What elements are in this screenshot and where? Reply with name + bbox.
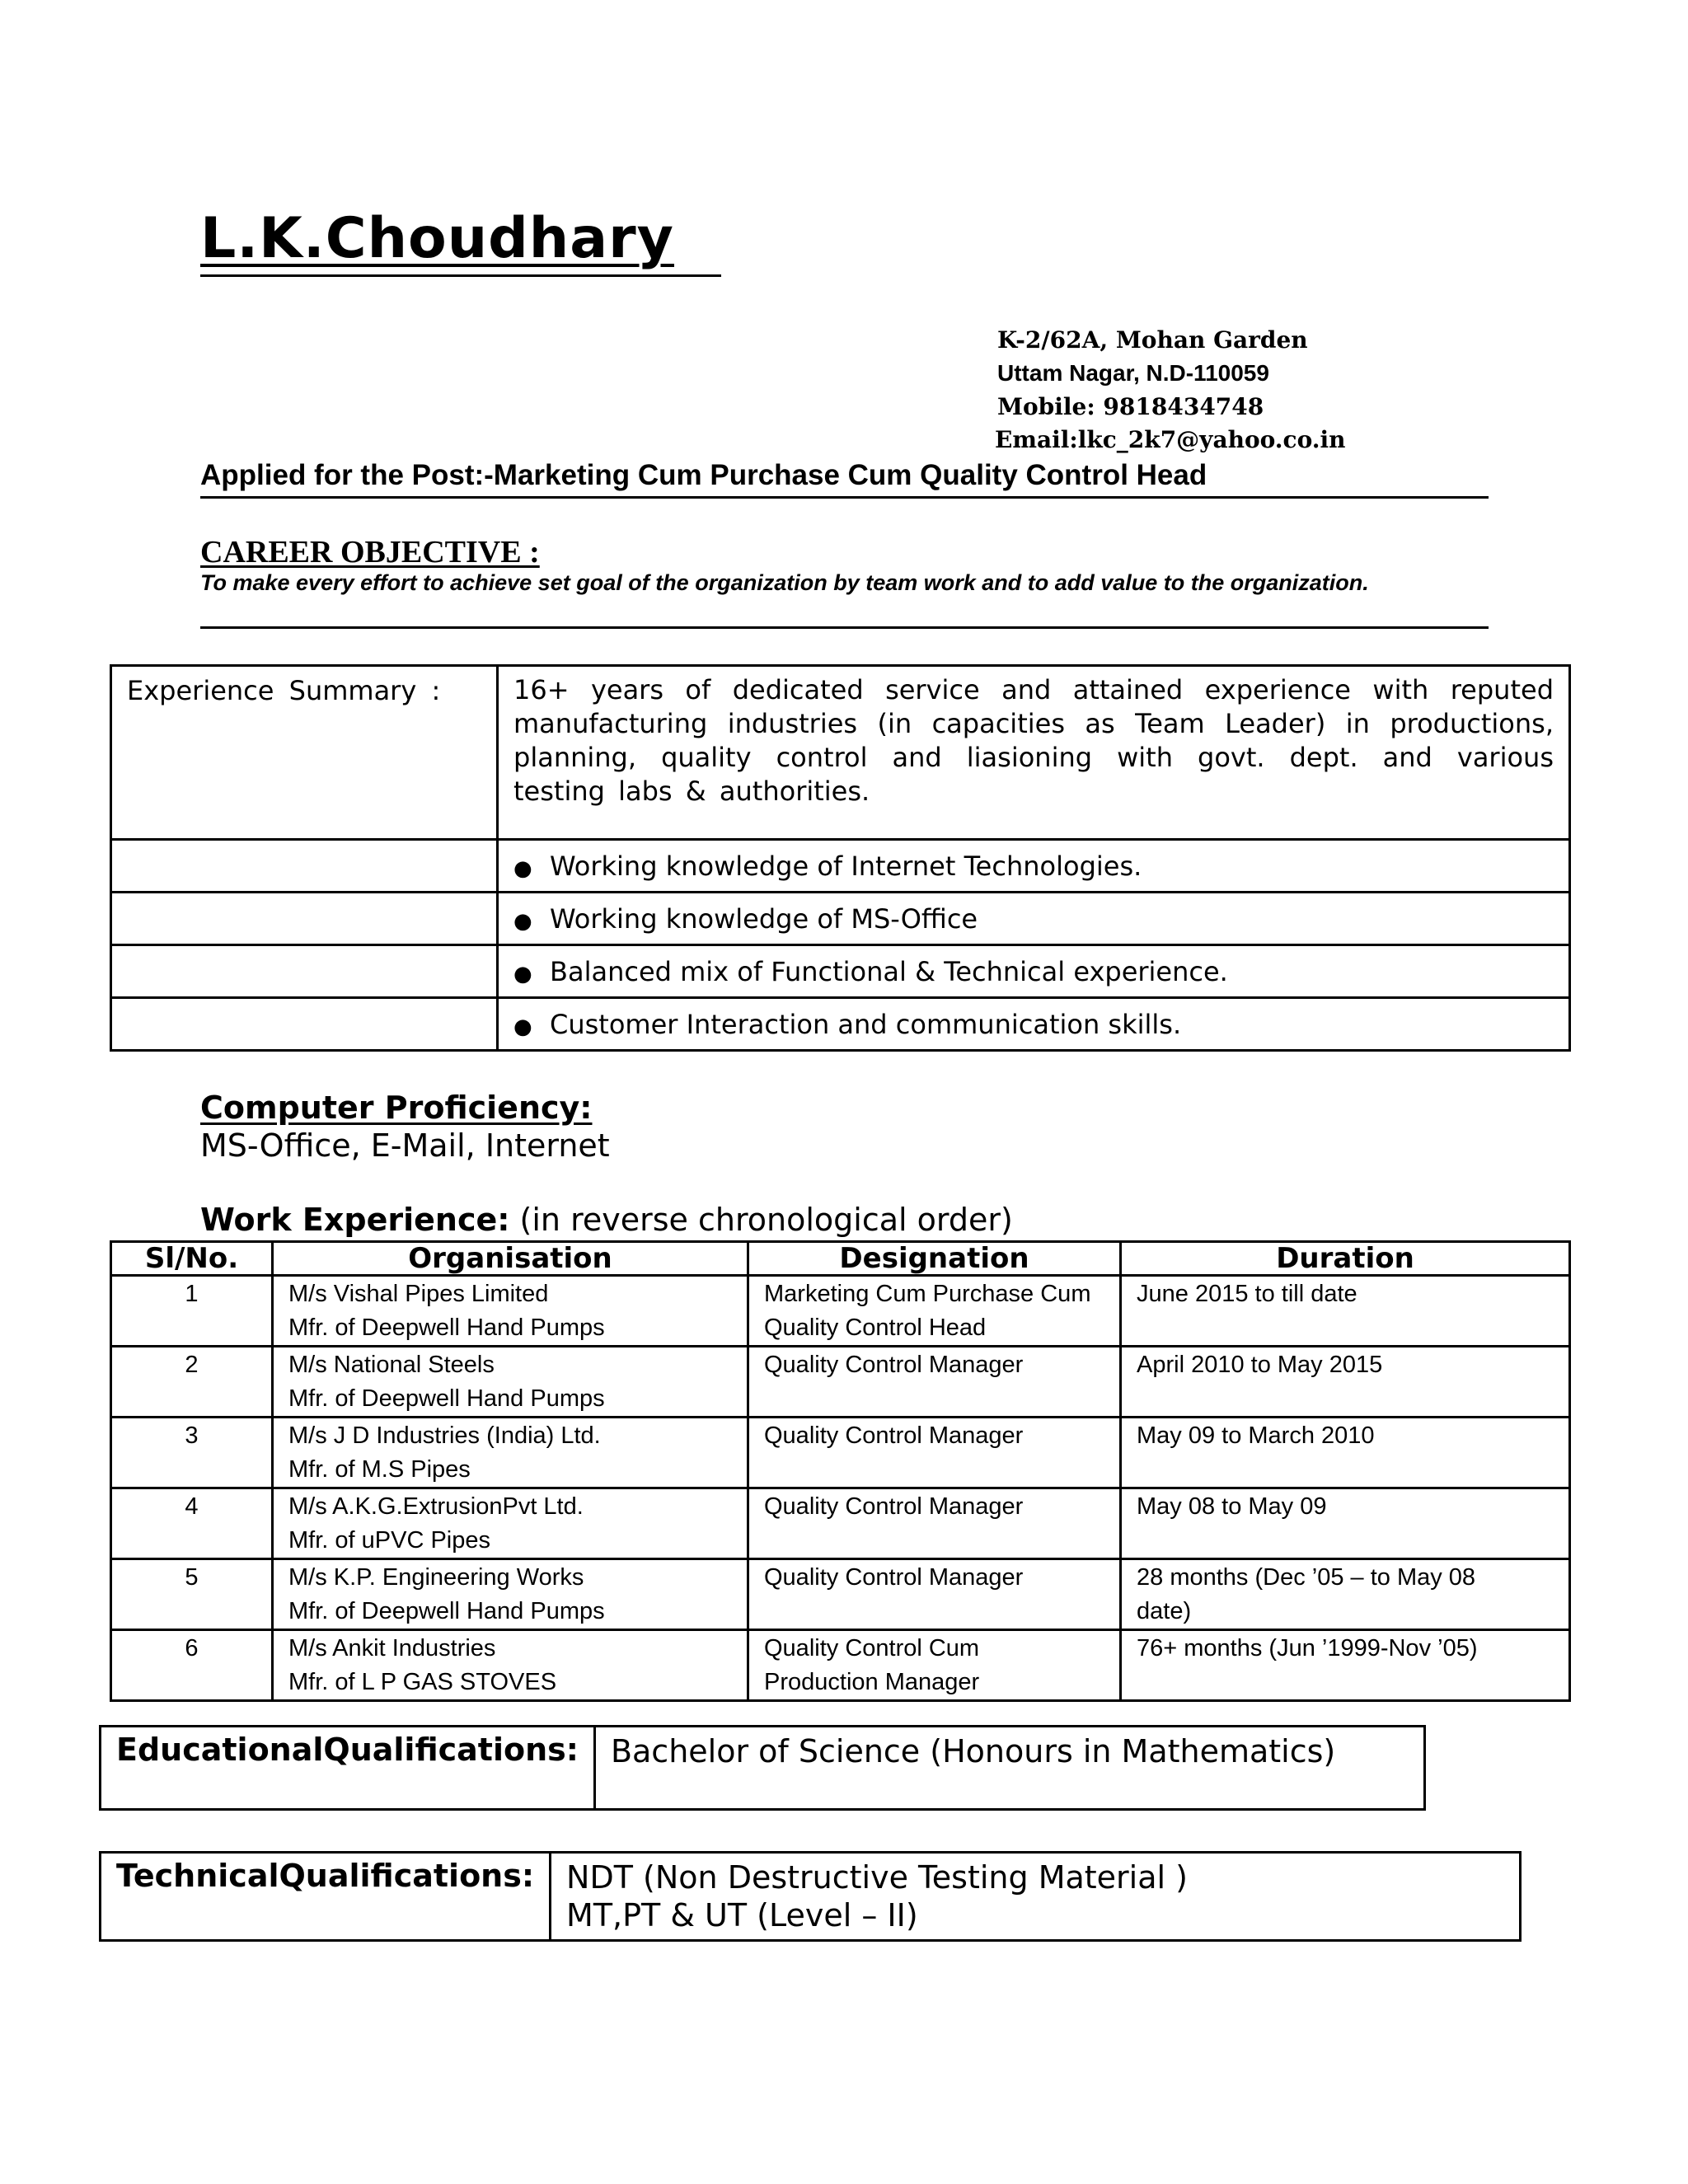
computer-proficiency-heading: Computer Proficiency:: [200, 1090, 593, 1126]
career-rule: [200, 626, 1489, 629]
col-header-designation: Designation: [748, 1242, 1121, 1276]
summary-bullet: ● Working knowledge of Internet Technologies.: [498, 840, 1570, 893]
email: Email:lkc_2k7@yahoo.co.in: [995, 426, 1346, 453]
experience-summary-table: [110, 664, 1571, 1052]
bullet-icon: ●: [513, 855, 532, 881]
candidate-name: L.K.Choudhary: [200, 206, 674, 271]
summary-blank-cell: [111, 840, 498, 893]
summary-bullet: ● Customer Interaction and communication skills.: [498, 998, 1570, 1051]
summary-bullet: ● Working knowledge of MS-Office: [498, 893, 1570, 945]
technical-value: NDT (Non Destructive Testing Material ) MT,PT & UT (Level – II): [551, 1853, 1521, 1941]
mobile: Mobile: 9818434748: [997, 393, 1264, 420]
educational-qualifications-table: [99, 1725, 1426, 1811]
experience-summary-text: 16+ years of dedicated service and attained experience with reputed manufacturing industries (in capacities as Team Leader) in productions, planning, quality control and liasioning with govt. dept. and various testing labs & authorities.: [498, 666, 1570, 840]
educational-value: Bachelor of Science (Honours in Mathematics): [594, 1727, 1424, 1810]
table-row: 6 M/s Ankit Industries Mfr. of L P GAS STOVES Quality Control Cum Production Manager 76+ months (Jun ’1999-Nov ’05): [111, 1630, 1570, 1701]
summary-blank-cell: [111, 945, 498, 998]
work-experience-table: [110, 1240, 1571, 1702]
table-row: 3 M/s J D Industries (India) Ltd. Mfr. of M.S Pipes Quality Control Manager May 09 to March 2010: [111, 1418, 1570, 1488]
col-header-organisation: Organisation: [273, 1242, 748, 1276]
summary-bullet: ● Balanced mix of Functional & Technical experience.: [498, 945, 1570, 998]
table-row: 1 M/s Vishal Pipes Limited Mfr. of Deepwell Hand Pumps Marketing Cum Purchase Cum Quality Control Head June 2015 to till date: [111, 1276, 1570, 1347]
table-row: 5 M/s K.P. Engineering Works Mfr. of Deepwell Hand Pumps Quality Control Manager 28 months (Dec ’05 – to May 08 date): [111, 1559, 1570, 1630]
table-row: 2 M/s National Steels Mfr. of Deepwell Hand Pumps Quality Control Manager April 2010 to May 2015: [111, 1347, 1570, 1418]
computer-proficiency-text: MS-Office, E-Mail, Internet: [200, 1127, 610, 1164]
educational-label: EducationalQualifications:: [101, 1727, 595, 1810]
col-header-sl: Sl/No.: [111, 1242, 273, 1276]
summary-blank-cell: [111, 893, 498, 945]
bullet-icon: ●: [513, 961, 532, 987]
table-row: 4 M/s A.K.G.ExtrusionPvt Ltd. Mfr. of uPVC Pipes Quality Control Manager May 08 to May 09: [111, 1488, 1570, 1559]
work-experience-heading: Work Experience: (in reverse chronological order): [200, 1202, 1013, 1238]
name-underline: [200, 274, 721, 277]
col-header-duration: Duration: [1121, 1242, 1570, 1276]
summary-blank-cell: [111, 998, 498, 1051]
address-line2: Uttam Nagar, N.D-110059: [997, 360, 1269, 386]
applied-rule: [200, 496, 1489, 499]
career-objective-text: To make every effort to achieve set goal of the organization by team work and to add value to the organization.: [200, 570, 1369, 595]
bullet-icon: ●: [513, 908, 532, 934]
career-objective-heading: CAREER OBJECTIVE :: [200, 535, 540, 569]
address-line1: K-2/62A, Mohan Garden: [997, 326, 1308, 354]
experience-summary-label: Experience Summary :: [111, 666, 498, 840]
applied-post: Applied for the Post:-Marketing Cum Purchase Cum Quality Control Head: [200, 459, 1207, 491]
technical-label: TechnicalQualifications:: [101, 1853, 551, 1941]
bullet-icon: ●: [513, 1014, 532, 1039]
technical-qualifications-table: [99, 1851, 1522, 1942]
